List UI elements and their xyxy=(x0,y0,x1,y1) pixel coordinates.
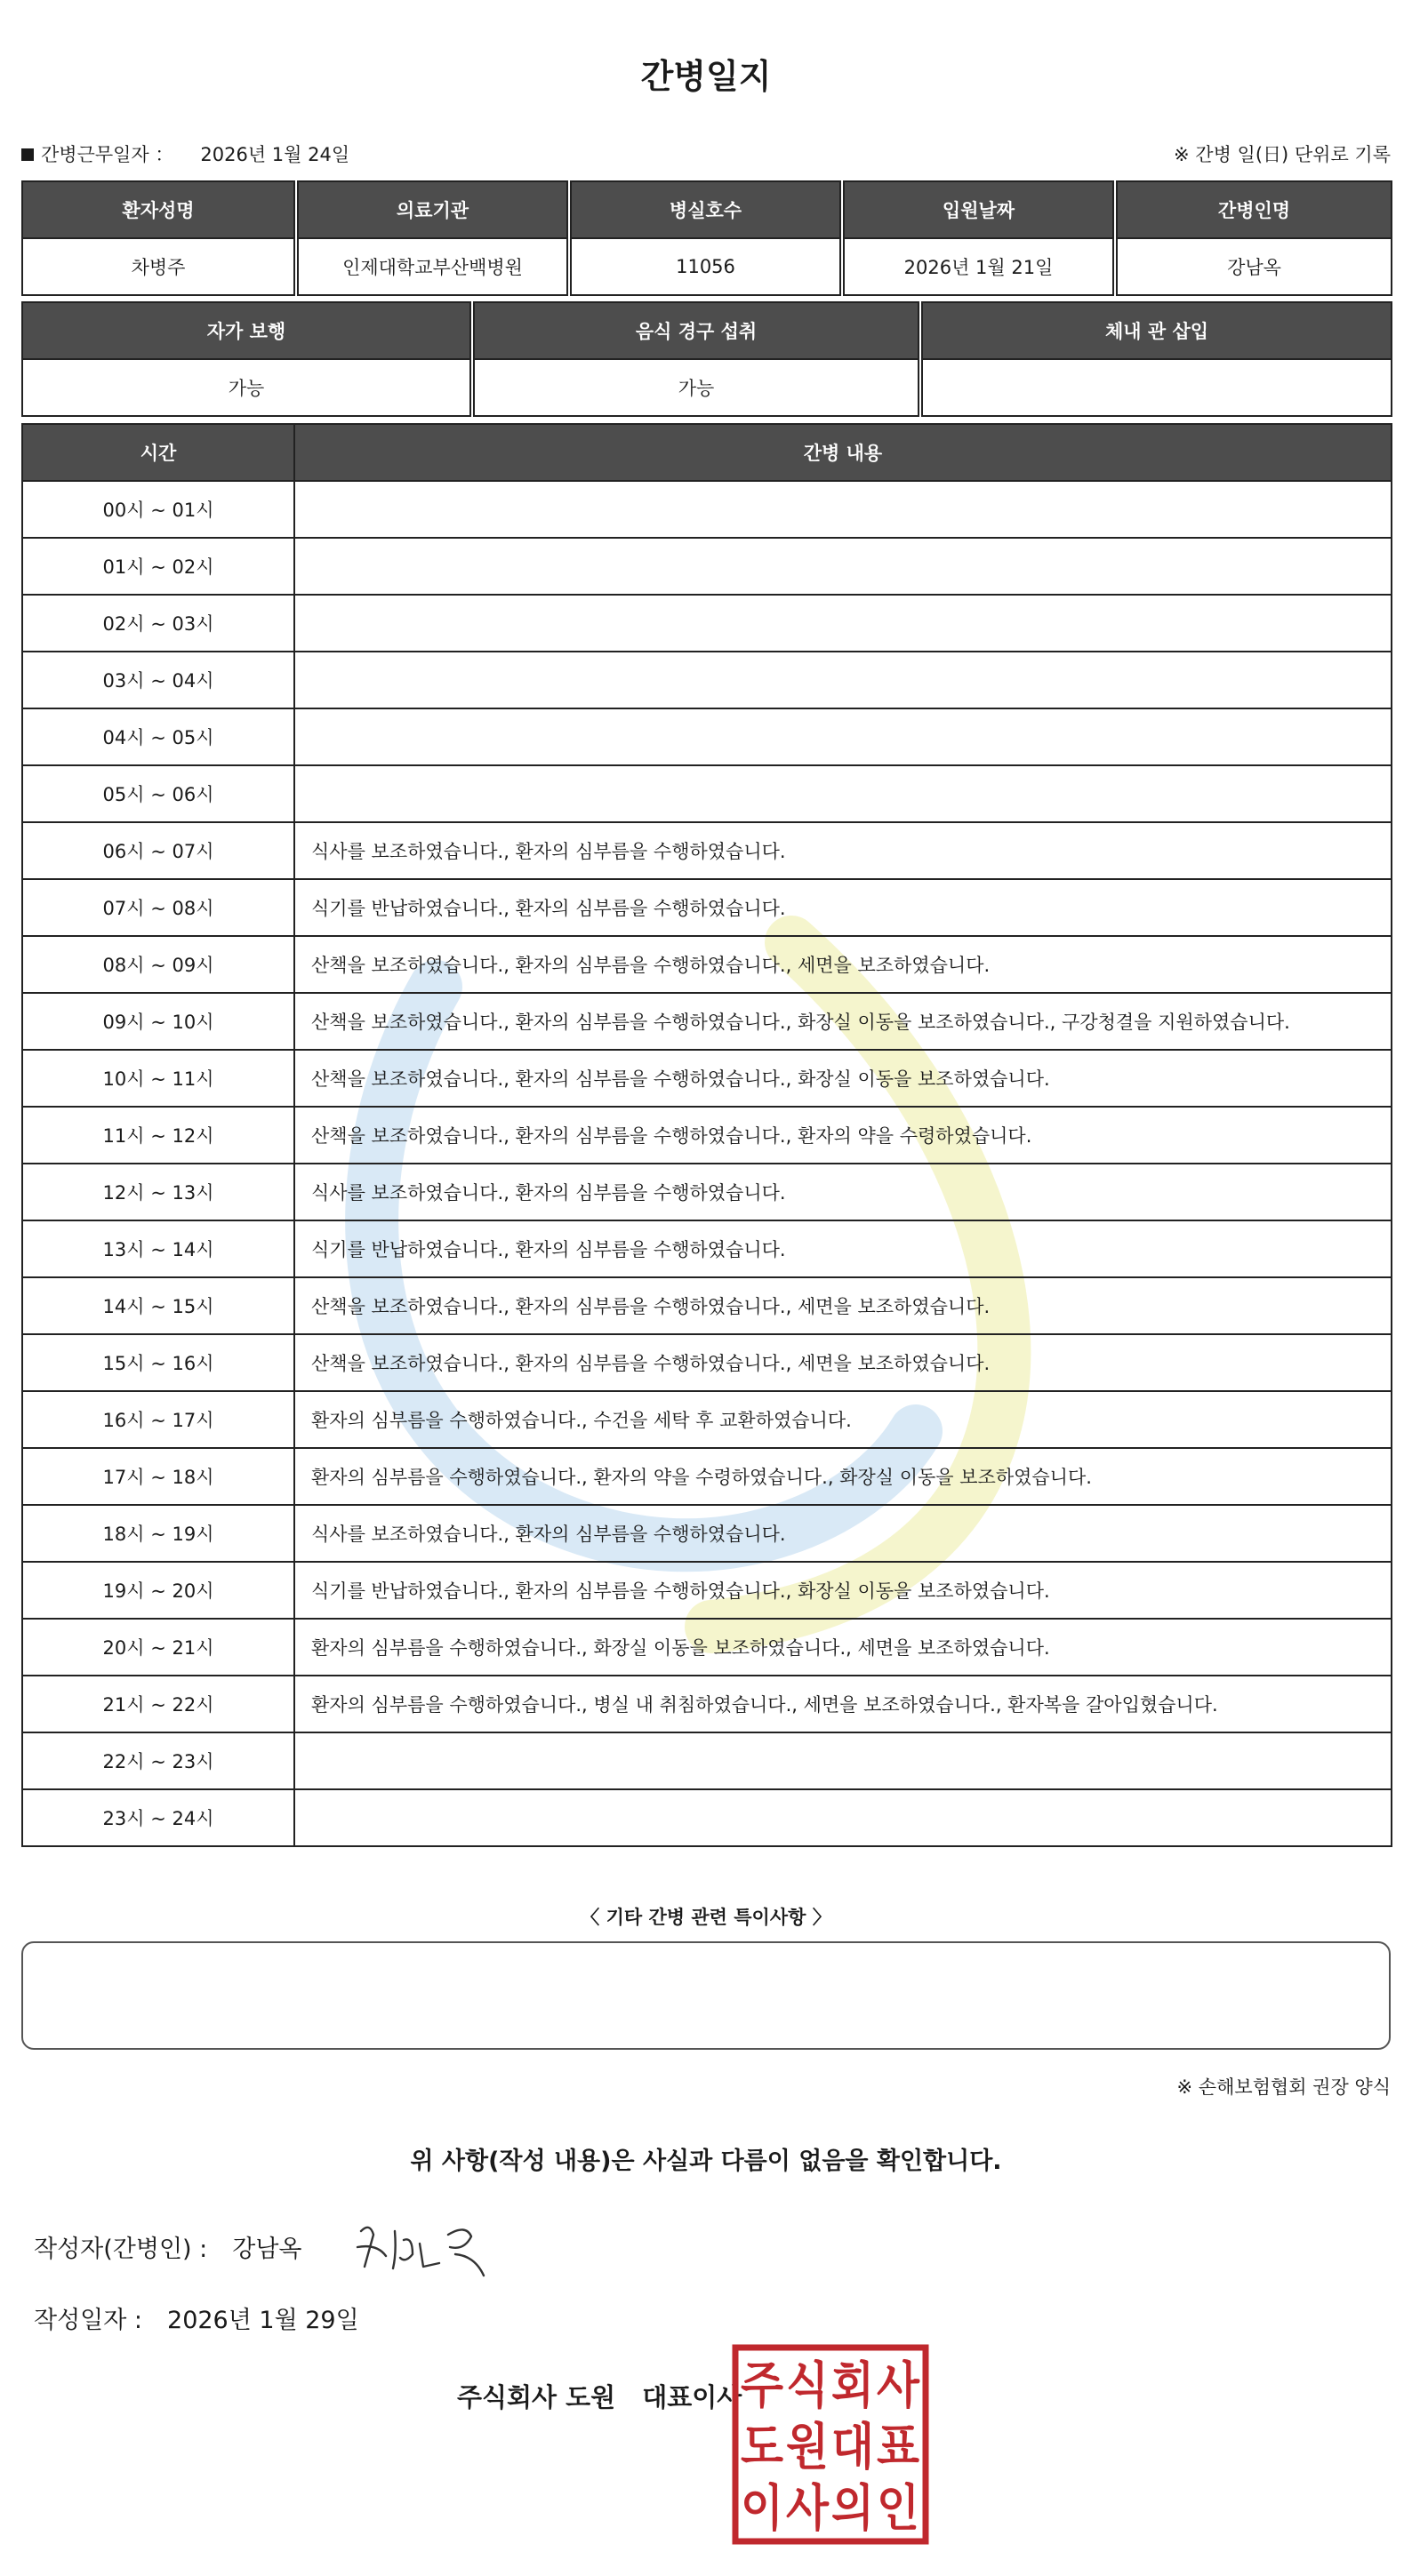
seal-glyph: 도 xyxy=(741,2419,783,2476)
log-row xyxy=(22,1277,1392,1334)
written-date-value: 2026년 1월 29일 xyxy=(167,2307,359,2334)
admission-date: 2026년 1월 21일 xyxy=(844,238,1113,295)
tube-insertion-value xyxy=(922,359,1392,416)
seal-glyph: 식 xyxy=(786,2357,829,2415)
patient-header-row xyxy=(22,181,1392,238)
header-admission-date: 입원날짜 xyxy=(844,181,1113,238)
log-row xyxy=(22,1220,1392,1277)
log-row xyxy=(22,1619,1392,1676)
written-date-label: 작성일자 : xyxy=(34,2307,143,2334)
header-tube-insertion: 체내 관 삽입 xyxy=(922,302,1392,359)
log-row xyxy=(22,595,1392,652)
log-content-cell: 식기를 반납하였습니다., 환자의 심부름을 수행하였습니다. xyxy=(294,1220,1392,1277)
log-time-cell: 08시 ~ 09시 xyxy=(22,936,294,993)
seal-glyph: 대 xyxy=(831,2419,874,2476)
log-content-cell: 산책을 보조하였습니다., 환자의 심부름을 수행하였습니다., 환자의 약을 수령하였습니다. xyxy=(294,1107,1392,1164)
log-content-cell: 산책을 보조하였습니다., 환자의 심부름을 수행하였습니다., 세면을 보조하였습니다. xyxy=(294,1277,1392,1334)
special-notes-box xyxy=(21,1941,1391,2050)
work-date-label: 간병근무일자 ： xyxy=(41,144,174,165)
log-time-cell: 13시 ~ 14시 xyxy=(22,1220,294,1277)
log-row xyxy=(22,1562,1392,1619)
log-time-cell: 15시 ~ 16시 xyxy=(22,1334,294,1391)
work-date-value: 2026년 1월 24일 xyxy=(200,144,350,165)
log-content-cell: 산책을 보조하였습니다., 환자의 심부름을 수행하였습니다., 화장실 이동을 보조하였습니다. xyxy=(294,1050,1392,1107)
log-time-cell: 02시 ~ 03시 xyxy=(22,595,294,652)
caregiver-name: 강남옥 xyxy=(1117,238,1392,295)
log-content-cell: 환자의 심부름을 수행하였습니다., 환자의 약을 수령하였습니다., 화장실 이동을 보조하였습니다. xyxy=(294,1448,1392,1505)
log-time-cell: 01시 ~ 02시 xyxy=(22,538,294,595)
header-caregiver-name: 간병인명 xyxy=(1117,181,1392,238)
log-row xyxy=(22,1391,1392,1448)
patient-value-row xyxy=(22,238,1392,295)
log-time-cell: 17시 ~ 18시 xyxy=(22,1448,294,1505)
log-time-cell: 05시 ~ 06시 xyxy=(22,765,294,822)
company-name: 주식회사 도원 xyxy=(457,2382,616,2412)
writer-label: 작성자(간병인) : xyxy=(34,2236,208,2263)
log-row xyxy=(22,1732,1392,1789)
log-time-cell: 21시 ~ 22시 xyxy=(22,1676,294,1732)
header-time: 시간 xyxy=(22,424,294,481)
log-row xyxy=(22,1107,1392,1164)
log-time-cell: 20시 ~ 21시 xyxy=(22,1619,294,1676)
log-row xyxy=(22,936,1392,993)
log-row xyxy=(22,1334,1392,1391)
log-time-cell: 09시 ~ 10시 xyxy=(22,993,294,1050)
log-content-cell: 산책을 보조하였습니다., 환자의 심부름을 수행하였습니다., 세면을 보조하였습니다. xyxy=(294,1334,1392,1391)
log-time-cell: 00시 ~ 01시 xyxy=(22,481,294,538)
log-time-cell: 10시 ~ 11시 xyxy=(22,1050,294,1107)
seal-glyph: 회 xyxy=(831,2357,874,2415)
log-header-row xyxy=(22,424,1392,481)
status-header-row xyxy=(22,302,1392,359)
log-content-cell: 식사를 보조하였습니다., 환자의 심부름을 수행하였습니다. xyxy=(294,822,1392,879)
header-hospital: 의료기관 xyxy=(298,181,567,238)
log-content-cell xyxy=(294,538,1392,595)
log-content-cell xyxy=(294,595,1392,652)
self-walking-value: 가능 xyxy=(22,359,470,416)
oral-intake-value: 가능 xyxy=(474,359,919,416)
log-time-cell: 12시 ~ 13시 xyxy=(22,1164,294,1220)
log-row xyxy=(22,1676,1392,1732)
log-row xyxy=(22,765,1392,822)
hospital-name: 인제대학교부산백병원 xyxy=(298,238,567,295)
unit-note: ※ 간병 일(日) 단위로 기록 xyxy=(1174,144,1391,165)
log-time-cell: 18시 ~ 19시 xyxy=(22,1505,294,1562)
header-patient-name: 환자성명 xyxy=(22,181,294,238)
log-row xyxy=(22,652,1392,708)
room-number: 11056 xyxy=(571,238,840,295)
log-time-cell: 22시 ~ 23시 xyxy=(22,1732,294,1789)
log-content-cell: 환자의 심부름을 수행하였습니다., 화장실 이동을 보조하였습니다., 세면을 보조하였습니다. xyxy=(294,1619,1392,1676)
log-content-cell: 환자의 심부름을 수행하였습니다., 수건을 세탁 후 교환하였습니다. xyxy=(294,1391,1392,1448)
log-time-cell: 19시 ~ 20시 xyxy=(22,1562,294,1619)
log-row xyxy=(22,1448,1392,1505)
header-self-walking: 자가 보행 xyxy=(22,302,470,359)
log-content-cell: 식사를 보조하였습니다., 환자의 심부름을 수행하였습니다. xyxy=(294,1164,1392,1220)
log-body xyxy=(22,481,1392,1846)
log-content-cell xyxy=(294,481,1392,538)
log-time-cell: 04시 ~ 05시 xyxy=(22,708,294,765)
log-row xyxy=(22,1050,1392,1107)
log-content-cell: 식기를 반납하였습니다., 환자의 심부름을 수행하였습니다., 화장실 이동을 보조하였습니다. xyxy=(294,1562,1392,1619)
log-content-cell xyxy=(294,765,1392,822)
company-seal xyxy=(732,2344,929,2545)
log-time-cell: 16시 ~ 17시 xyxy=(22,1391,294,1448)
log-content-cell xyxy=(294,652,1392,708)
log-content-cell xyxy=(294,708,1392,765)
log-time-cell: 23시 ~ 24시 xyxy=(22,1789,294,1846)
status-value-row xyxy=(22,359,1392,416)
confirmation-statement: 위 사항(작성 내용)은 사실과 다름이 없음을 확인합니다. xyxy=(410,2148,1002,2175)
page-title: 간병일지 xyxy=(640,57,772,96)
header-oral-intake: 음식 경구 섭취 xyxy=(474,302,919,359)
log-row xyxy=(22,1164,1392,1220)
log-row xyxy=(22,879,1392,936)
patient-name: 차병주 xyxy=(22,238,294,295)
log-content-cell: 식기를 반납하였습니다., 환자의 심부름을 수행하였습니다. xyxy=(294,879,1392,936)
header-room-number: 병실호수 xyxy=(571,181,840,238)
log-time-cell: 03시 ~ 04시 xyxy=(22,652,294,708)
work-date-line xyxy=(21,140,349,167)
square-bullet-icon xyxy=(21,148,34,161)
patient-info-table xyxy=(21,180,1392,296)
log-content-cell: 식사를 보조하였습니다., 환자의 심부름을 수행하였습니다. xyxy=(294,1505,1392,1562)
writer-name: 강남옥 xyxy=(232,2236,302,2263)
recommendation-note: ※ 손해보험협회 권장 양식 xyxy=(1176,2076,1391,2098)
company-line xyxy=(457,2378,742,2414)
log-row xyxy=(22,1505,1392,1562)
log-row xyxy=(22,993,1392,1050)
log-time-cell: 07시 ~ 08시 xyxy=(22,879,294,936)
seal-glyph: 사 xyxy=(786,2480,830,2538)
log-content-cell xyxy=(294,1732,1392,1789)
seal-glyph: 의 xyxy=(831,2480,874,2538)
log-row xyxy=(22,481,1392,538)
log-row xyxy=(22,538,1392,595)
log-time-cell: 06시 ~ 07시 xyxy=(22,822,294,879)
log-row xyxy=(22,822,1392,879)
hourly-care-log-table xyxy=(21,423,1392,1847)
seal-glyph: 이 xyxy=(741,2480,783,2538)
log-row xyxy=(22,1789,1392,1846)
log-content-cell: 환자의 심부름을 수행하였습니다., 병실 내 취침하였습니다., 세면을 보조하였습니다., 환자복을 갈아입혔습니다. xyxy=(294,1676,1392,1732)
log-time-cell: 11시 ~ 12시 xyxy=(22,1107,294,1164)
seal-glyph: 원 xyxy=(786,2419,829,2476)
log-time-cell: 14시 ~ 15시 xyxy=(22,1277,294,1334)
patient-status-table xyxy=(21,301,1392,417)
seal-glyph: 주 xyxy=(741,2357,783,2415)
seal-glyph: 표 xyxy=(877,2419,919,2476)
notes-title: 〈 기타 간병 관련 특이사항 〉 xyxy=(581,1907,831,1928)
header-care-content: 간병 내용 xyxy=(294,424,1392,481)
log-row xyxy=(22,708,1392,765)
ceo-title: 대표이사 xyxy=(642,2382,742,2412)
log-content-cell: 산책을 보조하였습니다., 환자의 심부름을 수행하였습니다., 화장실 이동을 보조하였습니다., 구강청결을 지원하였습니다. xyxy=(294,993,1392,1050)
log-content-cell xyxy=(294,1789,1392,1846)
written-date-line xyxy=(34,2300,359,2335)
log-content-cell: 산책을 보조하였습니다., 환자의 심부름을 수행하였습니다., 세면을 보조하였습니다. xyxy=(294,936,1392,993)
seal-glyph: 인 xyxy=(877,2480,919,2538)
handwritten-signature xyxy=(350,2204,519,2284)
seal-glyph: 사 xyxy=(877,2357,920,2415)
writer-line xyxy=(34,2229,302,2264)
